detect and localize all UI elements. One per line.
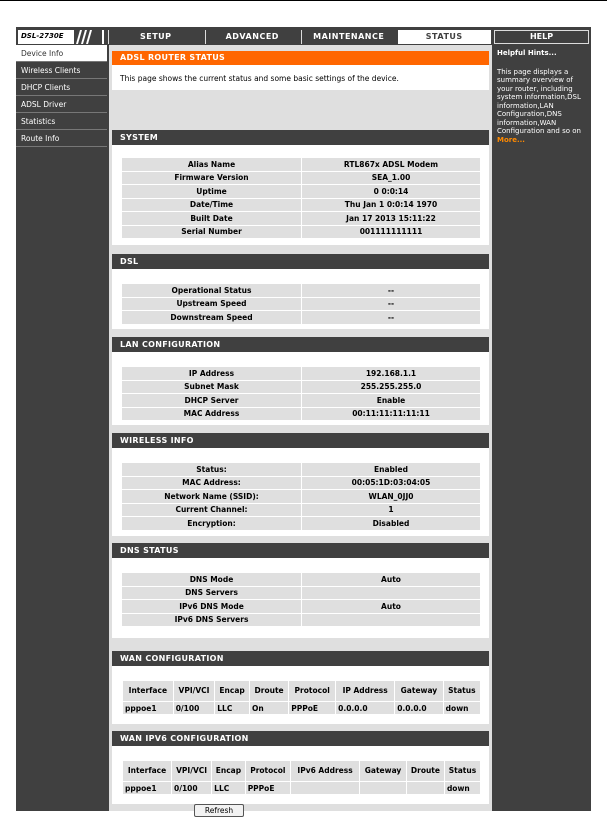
help-body: [494, 58, 589, 145]
wan-cell: On: [250, 702, 288, 714]
sidebar-item-wireless-clients[interactable]: Wireless Clients: [16, 62, 107, 79]
lan-label: MAC Address: [122, 408, 302, 421]
system-label: Built Date: [122, 212, 302, 225]
wireless-row: [122, 477, 481, 490]
system-row: [122, 172, 481, 185]
wan-cell: 0.0.0.0: [336, 702, 394, 714]
sidebar-item-adsl-driver[interactable]: ADSL Driver: [16, 96, 107, 113]
wan-column-header: IP Address: [336, 681, 394, 701]
wan-cell: 0.0.0.0: [395, 702, 442, 714]
wan6-cell: PPPoE: [246, 782, 290, 794]
system-heading: SYSTEM: [112, 130, 489, 145]
dns-section: [112, 543, 489, 638]
dns-label: DNS Mode: [122, 573, 302, 586]
top-rule: [0, 0, 607, 1]
wireless-heading: WIRELESS INFO: [112, 433, 489, 448]
wan-column-header: Status: [444, 681, 480, 701]
help-panel: [494, 45, 589, 144]
wan-section: [112, 651, 489, 724]
wan-cell: 0/100: [174, 702, 215, 714]
system-row: [122, 226, 481, 239]
wan-cell: PPPoE: [289, 702, 335, 714]
lan-value: 255.255.255.0: [302, 381, 481, 394]
wireless-section: [112, 433, 489, 536]
wireless-label: Encryption:: [122, 517, 302, 530]
wan6-column-header: Interface: [123, 761, 171, 781]
system-value: SEA_1.00: [302, 172, 481, 185]
main-content: [109, 45, 492, 811]
wan-column-header: Interface: [123, 681, 173, 701]
lan-table: [122, 366, 481, 421]
dns-label: IPv6 DNS Servers: [122, 614, 302, 627]
system-row: [122, 212, 481, 225]
refresh-button[interactable]: Refresh: [194, 804, 244, 817]
dns-row: [122, 600, 481, 613]
dsl-label: Downstream Speed: [122, 311, 302, 324]
wan6-cell: [291, 782, 359, 794]
system-label: Uptime: [122, 185, 302, 198]
wan-column-header: VPI/VCI: [174, 681, 215, 701]
wan-heading: WAN CONFIGURATION: [112, 651, 489, 666]
wan6-column-header: IPv6 Address: [291, 761, 359, 781]
tab-advanced[interactable]: ADVANCED: [205, 30, 300, 44]
lan-row: [122, 367, 481, 380]
lan-row: [122, 394, 481, 407]
wan-column-header: Encap: [215, 681, 249, 701]
sidebar-menu: [16, 45, 107, 147]
table-row: [123, 702, 480, 714]
sidebar-item-route-info[interactable]: Route Info: [16, 130, 107, 147]
dsl-table: [122, 283, 481, 325]
wireless-value: WLAN_0JJ0: [302, 490, 481, 503]
dns-heading: DNS STATUS: [112, 543, 489, 558]
dsl-label: Upstream Speed: [122, 298, 302, 311]
system-table: [122, 157, 481, 239]
system-value: 001111111111: [302, 226, 481, 239]
dns-value: Auto: [302, 573, 481, 586]
wan6-column-header: Encap: [212, 761, 245, 781]
tab-setup[interactable]: SETUP: [108, 30, 203, 44]
dns-label: DNS Servers: [122, 587, 302, 600]
wireless-value: Enabled: [302, 463, 481, 476]
wan6-cell: 0/100: [172, 782, 211, 794]
wan6-column-header: Protocol: [246, 761, 290, 781]
system-value: RTL867x ADSL Modem: [302, 158, 481, 171]
sidebar-item-statistics[interactable]: Statistics: [16, 113, 107, 130]
wan6-column-header: VPI/VCI: [172, 761, 211, 781]
tab-status[interactable]: STATUS: [398, 30, 492, 44]
wan-cell: LLC: [215, 702, 249, 714]
help-text: This page displays a summary overview of your router, including system information,DSL information,LAN Configuration,DNS information,WAN Configuration and so on: [497, 67, 581, 135]
wireless-row: [122, 517, 481, 530]
wan-column-header: Protocol: [289, 681, 335, 701]
wireless-value: Disabled: [302, 517, 481, 530]
wan6-cell: pppoe1: [123, 782, 171, 794]
dns-value: [302, 587, 481, 600]
wireless-value: 00:05:1D:03:04:05: [302, 477, 481, 490]
system-label: Date/Time: [122, 199, 302, 212]
wireless-table: [122, 462, 481, 531]
system-value: Jan 17 2013 15:11:22: [302, 212, 481, 225]
wan-column-header: Droute: [250, 681, 288, 701]
dsl-row: [122, 284, 481, 297]
model-name: DSL-2730E: [21, 32, 64, 40]
lan-value: 00:11:11:11:11:11: [302, 408, 481, 421]
wan6-heading: WAN IPV6 CONFIGURATION: [112, 731, 489, 746]
lan-label: IP Address: [122, 367, 302, 380]
dsl-value: --: [302, 311, 481, 324]
wan6-cell: [360, 782, 406, 794]
help-more-link[interactable]: More...: [497, 135, 525, 144]
logo-slashes-icon: [74, 30, 102, 44]
wireless-row: [122, 504, 481, 517]
dsl-value: --: [302, 284, 481, 297]
router-frame: [16, 27, 591, 815]
system-row: [122, 199, 481, 212]
lan-row: [122, 381, 481, 394]
wan6-column-header: Droute: [407, 761, 444, 781]
dns-value: [302, 614, 481, 627]
wireless-label: Current Channel:: [122, 504, 302, 517]
table-row: [123, 782, 480, 794]
wan6-table: [122, 760, 481, 795]
wireless-label: Network Name (SSID):: [122, 490, 302, 503]
wireless-label: Status:: [122, 463, 302, 476]
lan-section: [112, 337, 489, 425]
wan-header-row: [123, 681, 480, 701]
lan-value: Enable: [302, 394, 481, 407]
wan-cell: pppoe1: [123, 702, 173, 714]
tab-maintenance[interactable]: MAINTENANCE: [301, 30, 396, 44]
wan6-header-row: [123, 761, 480, 781]
lan-label: Subnet Mask: [122, 381, 302, 394]
wan6-cell: down: [445, 782, 480, 794]
sidebar-item-device-info[interactable]: Device Info: [16, 45, 107, 62]
wan6-cell: LLC: [212, 782, 245, 794]
system-label: Firmware Version: [122, 172, 302, 185]
system-label: Alias Name: [122, 158, 302, 171]
wan-table: [122, 680, 481, 715]
help-title: Helpful Hints...: [497, 49, 557, 57]
dns-table: [122, 572, 481, 627]
main-nav: [108, 30, 491, 44]
dsl-row: [122, 311, 481, 324]
lan-label: DHCP Server: [122, 394, 302, 407]
system-value: Thu Jan 1 0:0:14 1970: [302, 199, 481, 212]
lan-value: 192.168.1.1: [302, 367, 481, 380]
wan-cell: down: [444, 702, 480, 714]
sidebar-item-dhcp-clients[interactable]: DHCP Clients: [16, 79, 107, 96]
dns-row: [122, 614, 481, 627]
dns-label: IPv6 DNS Mode: [122, 600, 302, 613]
dsl-value: --: [302, 298, 481, 311]
system-section: [112, 130, 489, 245]
dsl-row: [122, 298, 481, 311]
system-row: [122, 185, 481, 198]
wireless-row: [122, 490, 481, 503]
lan-row: [122, 408, 481, 421]
dsl-label: Operational Status: [122, 284, 302, 297]
wireless-label: MAC Address:: [122, 477, 302, 490]
wan6-column-header: Gateway: [360, 761, 406, 781]
system-row: [122, 158, 481, 171]
wan-column-header: Gateway: [395, 681, 442, 701]
wireless-value: 1: [302, 504, 481, 517]
dns-row: [122, 573, 481, 586]
dns-row: [122, 587, 481, 600]
dsl-heading: DSL: [112, 254, 489, 269]
wan6-cell: [407, 782, 444, 794]
page-description: This page shows the current status and some basic settings of the device.: [120, 74, 399, 83]
system-label: Serial Number: [122, 226, 302, 239]
product-logo: [18, 30, 104, 44]
status-intro: [112, 51, 489, 90]
system-value: 0 0:0:14: [302, 185, 481, 198]
lan-heading: LAN CONFIGURATION: [112, 337, 489, 352]
tab-help[interactable]: HELP: [494, 30, 589, 44]
dsl-section: [112, 254, 489, 329]
page-title: ADSL ROUTER STATUS: [112, 51, 489, 65]
dns-value: Auto: [302, 600, 481, 613]
wireless-row: [122, 463, 481, 476]
wan6-column-header: Status: [445, 761, 480, 781]
wan6-section: [112, 731, 489, 804]
